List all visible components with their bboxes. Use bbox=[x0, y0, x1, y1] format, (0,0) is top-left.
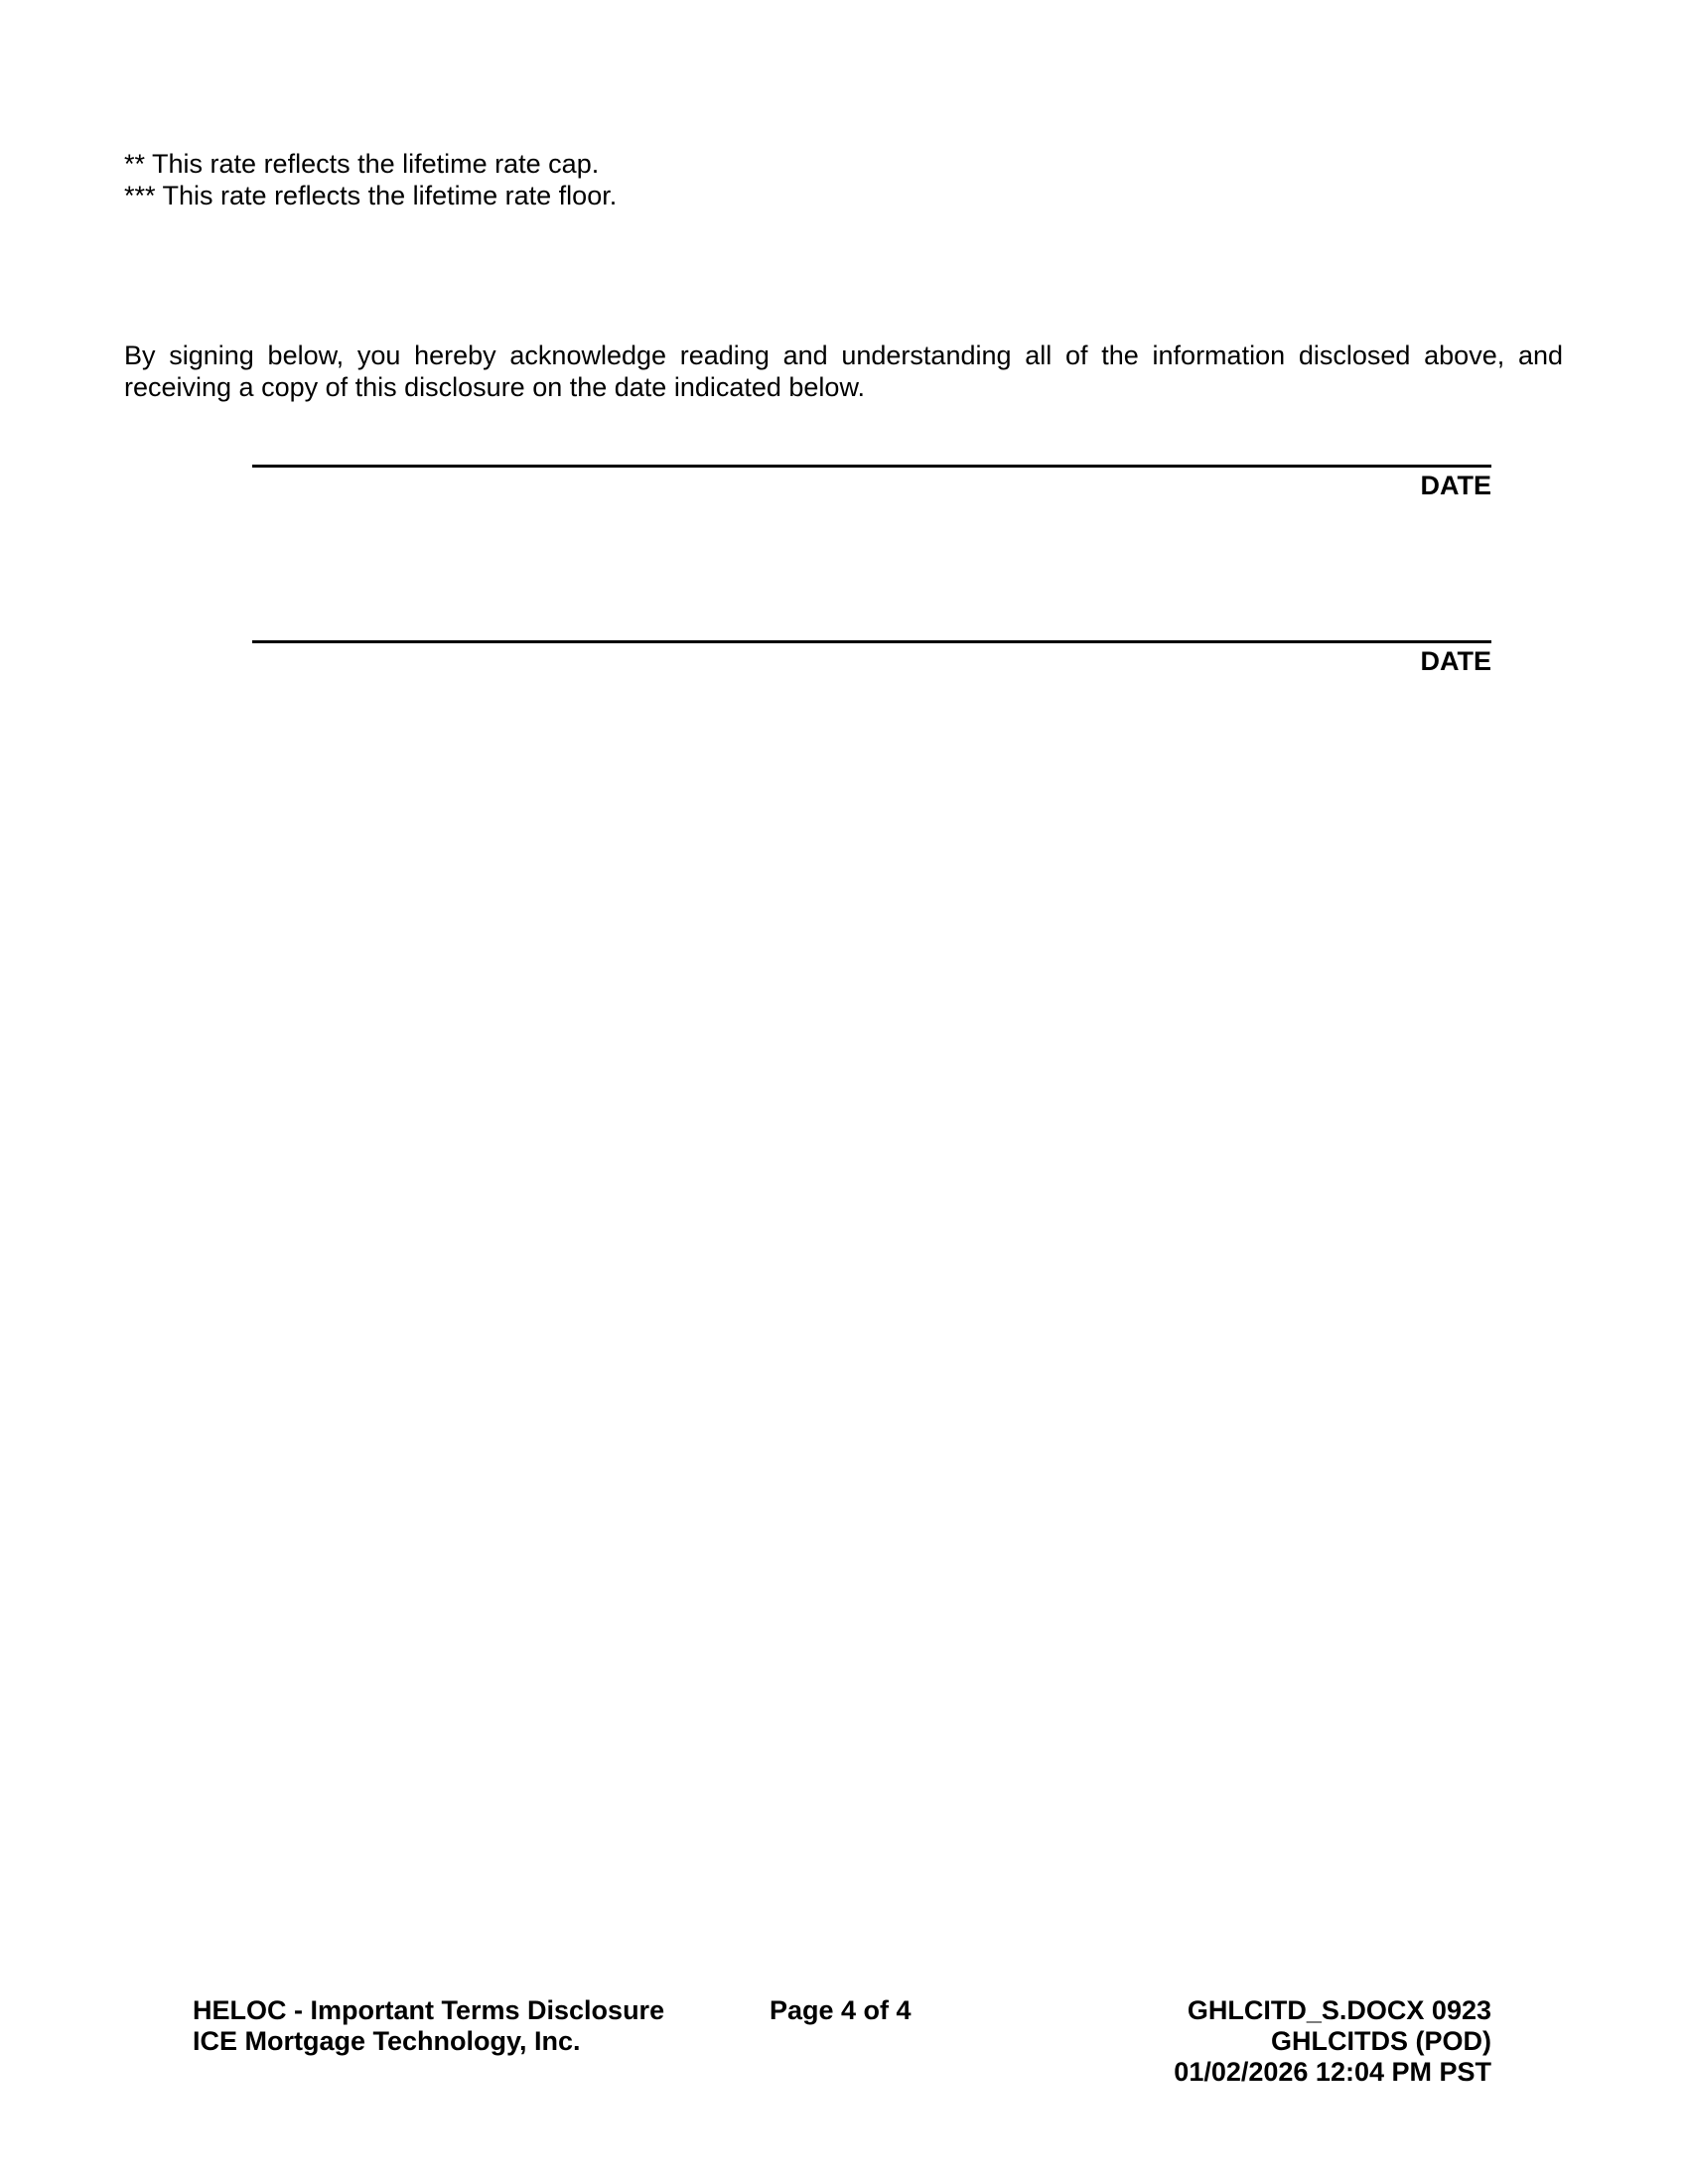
page-number: Page 4 of 4 bbox=[770, 1995, 912, 2025]
footnotes bbox=[124, 148, 617, 211]
form-id: GHLCITD_S.DOCX 0923 bbox=[1187, 1995, 1491, 2025]
signature-block-2 bbox=[252, 640, 1491, 677]
signature-block-1 bbox=[252, 465, 1491, 501]
footer-left bbox=[193, 1995, 664, 2057]
date-label: DATE bbox=[1420, 471, 1491, 500]
footnote-rate-floor: *** This rate reflects the lifetime rate floor. bbox=[124, 181, 618, 210]
acknowledgement-paragraph: By signing below, you hereby acknowledge reading and understanding all of the information disclosed above, and receiving a copy of this disclosure on the date indicated below. bbox=[124, 341, 1563, 402]
print-timestamp: 01/02/2026 12:04 PM PST bbox=[1174, 2057, 1491, 2087]
footnote-rate-cap: ** This rate reflects the lifetime rate cap. bbox=[124, 149, 600, 179]
signature-line[interactable] bbox=[252, 465, 1491, 468]
date-label: DATE bbox=[1420, 646, 1491, 676]
footer-company: ICE Mortgage Technology, Inc. bbox=[193, 2026, 581, 2056]
footer-right bbox=[1174, 1995, 1491, 2088]
footer-document-title: HELOC - Important Terms Disclosure bbox=[193, 1995, 665, 2025]
form-code: GHLCITDS (POD) bbox=[1271, 2026, 1491, 2056]
footer-center bbox=[770, 1995, 912, 2026]
signature-line[interactable] bbox=[252, 640, 1491, 643]
